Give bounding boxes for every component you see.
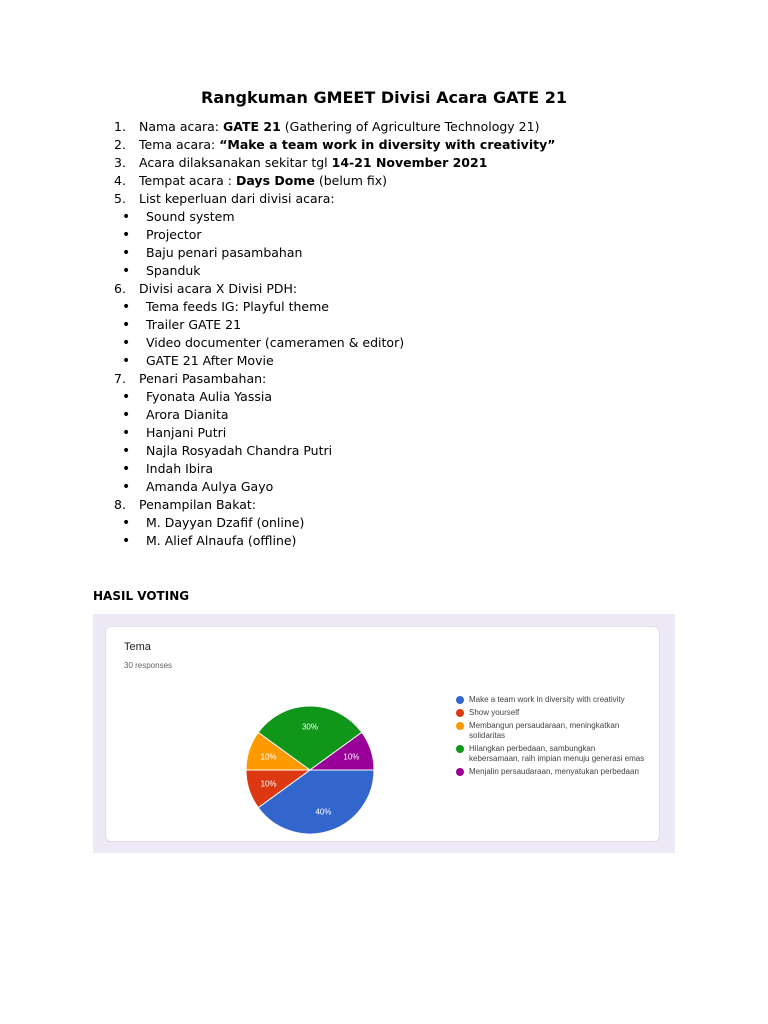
legend-item bbox=[456, 708, 646, 718]
list-item bbox=[100, 136, 620, 154]
list-label: Penampilan Bakat: bbox=[139, 497, 257, 512]
legend-swatch bbox=[456, 709, 464, 717]
legend-item bbox=[456, 767, 646, 777]
sub-list-item: • Tema feeds IG: Playful theme bbox=[100, 298, 620, 316]
sub-list-item: • Arora Dianita bbox=[100, 406, 620, 424]
sub-list-item: • GATE 21 After Movie bbox=[100, 352, 620, 370]
sub-list-item: • M. Dayyan Dzafif (online) bbox=[100, 514, 620, 532]
list-label: Acara dilaksanakan sekitar tgl bbox=[139, 155, 332, 170]
legend-swatch bbox=[456, 696, 464, 704]
list-bold-text: 14-21 November 2021 bbox=[331, 155, 488, 170]
legend-item bbox=[456, 721, 646, 741]
list-number: 4. bbox=[114, 173, 126, 188]
list-label: Tema acara: bbox=[139, 137, 220, 152]
list-label: Tempat acara : bbox=[139, 173, 236, 188]
list-item bbox=[100, 172, 620, 190]
list-number: 8. bbox=[114, 497, 126, 512]
voting-heading: HASIL VOTING bbox=[93, 589, 190, 603]
list-number: 2. bbox=[114, 137, 126, 152]
legend-swatch bbox=[456, 768, 464, 776]
list-item bbox=[100, 370, 620, 496]
legend-label: Menjalin persaudaraan, menyatukan perbedaan bbox=[469, 767, 639, 776]
chart-legend bbox=[456, 695, 646, 780]
list-label: Penari Pasambahan: bbox=[139, 371, 267, 386]
list-item bbox=[100, 154, 620, 172]
voting-card bbox=[105, 626, 660, 842]
sub-list-item: • Projector bbox=[100, 226, 620, 244]
list-item bbox=[100, 190, 620, 280]
sub-list-item: • Baju penari pasambahan bbox=[100, 244, 620, 262]
sub-list-item: • Fyonata Aulia Yassia bbox=[100, 388, 620, 406]
pie-slice-label: 30% bbox=[301, 722, 319, 732]
sub-list bbox=[100, 388, 620, 496]
list-bold-text: “Make a team work in diversity with creativity” bbox=[219, 137, 556, 152]
page-title: Rangkuman GMEET Divisi Acara GATE 21 bbox=[201, 88, 567, 107]
list-label: List keperluan dari divisi acara: bbox=[139, 191, 335, 206]
list-number: 7. bbox=[114, 371, 126, 386]
sub-list bbox=[100, 514, 620, 550]
summary-list bbox=[100, 118, 620, 550]
legend-item bbox=[456, 695, 646, 705]
legend-swatch bbox=[456, 745, 464, 753]
legend-swatch bbox=[456, 722, 464, 730]
pie-slice-label: 40% bbox=[315, 807, 332, 817]
list-item bbox=[100, 496, 620, 550]
list-rest-text: (Gathering of Agriculture Technology 21) bbox=[280, 119, 540, 134]
list-bold-text: Days Dome bbox=[236, 173, 315, 188]
legend-label: Membangun persaudaraan, meningkatkan solidaritas bbox=[469, 721, 620, 740]
legend-label: Make a team work in diversity with creativity bbox=[469, 695, 625, 704]
list-label: Nama acara: bbox=[139, 119, 223, 134]
sub-list-item: • Indah Ibira bbox=[100, 460, 620, 478]
legend-label: Hilangkan perbedaan, sambungkan kebersamaan, raih impian menuju generasi emas bbox=[469, 744, 645, 763]
sub-list-item: • Amanda Aulya Gayo bbox=[100, 478, 620, 496]
pie-slice-label: 10% bbox=[343, 752, 360, 762]
legend-label: Show yourself bbox=[469, 708, 520, 717]
pie-slice-label: 10% bbox=[260, 752, 277, 762]
pie-slice-label: 10% bbox=[260, 779, 277, 789]
sub-list bbox=[100, 208, 620, 280]
list-rest-text: (belum fix) bbox=[314, 173, 388, 188]
card-title: Tema bbox=[124, 641, 151, 653]
sub-list-item: • Video documenter (cameramen & editor) bbox=[100, 334, 620, 352]
sub-list-item: • Spanduk bbox=[100, 262, 620, 280]
sub-list-item: • Trailer GATE 21 bbox=[100, 316, 620, 334]
list-number: 3. bbox=[114, 155, 126, 170]
sub-list-item: • Hanjani Putri bbox=[100, 424, 620, 442]
list-item bbox=[100, 118, 620, 136]
list-item bbox=[100, 280, 620, 370]
list-number: 1. bbox=[114, 119, 126, 134]
list-number: 5. bbox=[114, 191, 126, 206]
list-bold-text: GATE 21 bbox=[223, 119, 281, 134]
list-number: 6. bbox=[114, 281, 126, 296]
sub-list-item: • M. Alief Alnaufa (offline) bbox=[100, 532, 620, 550]
sub-list-item: • Sound system bbox=[100, 208, 620, 226]
response-count: 30 responses bbox=[124, 661, 173, 670]
legend-item bbox=[456, 744, 646, 764]
sub-list bbox=[100, 298, 620, 370]
sub-list-item: • Najla Rosyadah Chandra Putri bbox=[100, 442, 620, 460]
list-label: Divisi acara X Divisi PDH: bbox=[139, 281, 298, 296]
voting-screenshot-frame bbox=[93, 614, 675, 853]
